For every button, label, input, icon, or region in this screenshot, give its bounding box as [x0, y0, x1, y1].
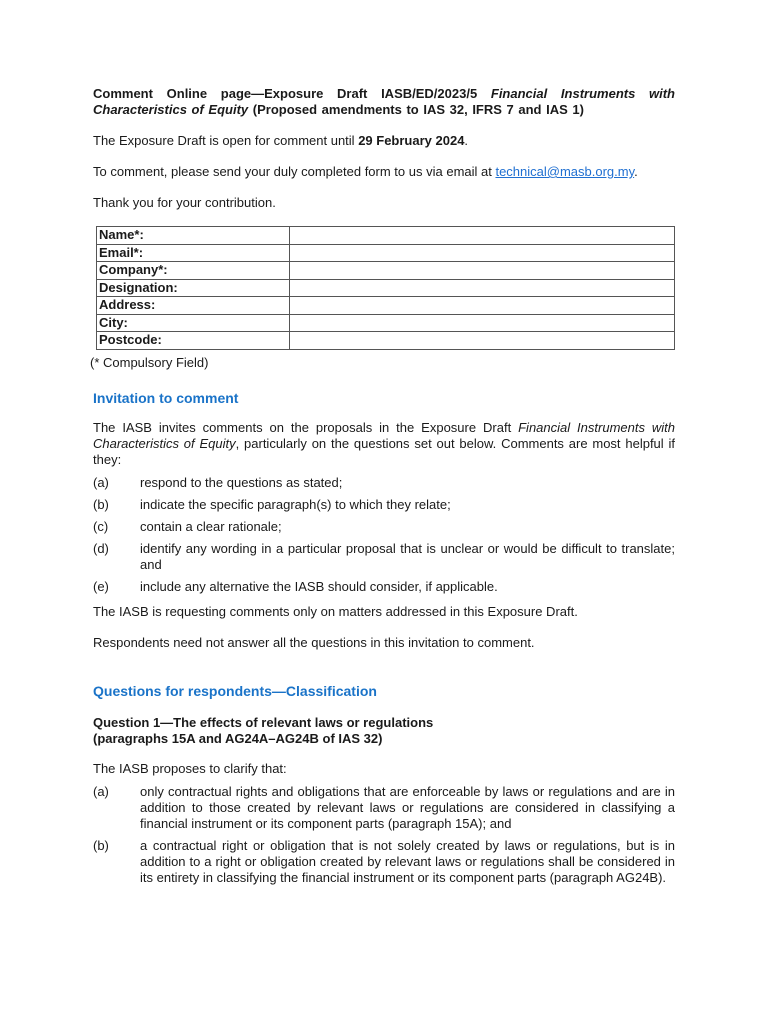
form-row-email: [97, 244, 675, 262]
list-item: [93, 838, 675, 886]
deadline-date: 29 February 2024: [358, 133, 465, 148]
form-row-name: [97, 227, 675, 245]
scope-note: The IASB is requesting comments only on matters addressed in this Exposure Draft.: [93, 603, 578, 619]
list-text: identify any wording in a particular proposal that is unclear or would be difficult to translate; and: [140, 540, 675, 572]
list-text: indicate the specific paragraph(s) to which they relate;: [140, 496, 451, 512]
thanks-paragraph: Thank you for your contribution.: [93, 195, 276, 210]
deadline-suffix: .: [464, 133, 469, 148]
question-1-title-line2: (paragraphs 15A and AG24A–AG24B of IAS 32): [93, 730, 383, 746]
field-label-email: Email*:: [97, 244, 290, 262]
field-label-postcode: Postcode:: [97, 332, 290, 350]
intro-italic-text: Financial Instruments with Characteristics of Equity: [93, 419, 676, 451]
list-item: [93, 541, 675, 573]
invitation-intro: [93, 420, 675, 468]
field-cell-company: [290, 262, 675, 280]
list-item: [93, 475, 675, 491]
email-field[interactable]: [290, 245, 674, 261]
list-marker: (b): [93, 837, 109, 853]
invitation-criteria-list: [93, 475, 675, 595]
deadline-prefix: The Exposure Draft is open for comment until: [93, 133, 359, 148]
name-field[interactable]: [290, 227, 674, 243]
list-marker: (a): [93, 474, 109, 490]
field-cell-designation: [290, 279, 675, 297]
field-label-name: Name*:: [97, 227, 290, 245]
question-1-list: [93, 784, 675, 886]
invitation-heading: Invitation to comment: [93, 389, 239, 406]
email-link[interactable]: technical@masb.org.my: [495, 164, 635, 179]
form-row-city: [97, 314, 675, 332]
city-field[interactable]: [290, 315, 674, 331]
intro-text-suffix: , particularly on the questions set out below. Comments are most helpful if they:: [93, 435, 675, 467]
list-marker: (b): [93, 496, 109, 512]
deadline-paragraph: [93, 133, 675, 149]
field-cell-postcode: [290, 332, 675, 350]
field-cell-address: [290, 297, 675, 315]
company-field[interactable]: [290, 262, 674, 278]
list-text: only contractual rights and obligations that are enforceable by laws or regulations and are in addition to those created by relevant laws or regulations are considered in classifying a financial instrument or its component parts (paragraph 15A); and: [140, 783, 675, 831]
list-text: a contractual right or obligation that is not solely created by laws or regulations, but is in addition to a right or obligation created by relevant laws or regulations shall be considered in its entirety in classifying the financial instrument or its component parts (paragraph AG24B).: [140, 837, 675, 885]
question-1-title: [93, 715, 675, 747]
title-text: Comment Online page—Exposure Draft IASB/ED/2023/5: [93, 86, 491, 101]
list-item: [93, 497, 675, 513]
intro-text: The IASB invites comments on the proposals in the Exposure Draft: [93, 419, 519, 435]
list-marker: (e): [93, 578, 109, 594]
field-cell-city: [290, 314, 675, 332]
list-marker: (d): [93, 540, 109, 556]
field-label-city: City:: [97, 314, 290, 332]
contact-form-table: [96, 226, 675, 350]
questions-heading: Questions for respondents—Classification: [93, 682, 377, 699]
contact-prefix: To comment, please send your duly completed form to us via email at: [93, 164, 496, 179]
contact-paragraph: [93, 164, 675, 180]
compulsory-field-note: (* Compulsory Field): [90, 354, 209, 370]
respondents-note: Respondents need not answer all the questions in this invitation to comment.: [93, 634, 535, 650]
list-marker: (c): [93, 518, 109, 534]
designation-field[interactable]: [290, 280, 674, 296]
list-marker: (a): [93, 783, 109, 799]
contact-suffix: .: [634, 164, 638, 179]
field-cell-email: [290, 244, 675, 262]
field-label-designation: Designation:: [97, 279, 290, 297]
form-row-designation: [97, 279, 675, 297]
field-label-address: Address:: [97, 297, 290, 315]
title-text-suffix: (Proposed amendments to IAS 32, IFRS 7 and IAS 1): [248, 102, 584, 117]
field-cell-name: [290, 227, 675, 245]
postcode-field[interactable]: [290, 332, 674, 348]
list-text: respond to the questions as stated;: [140, 474, 343, 490]
question-1-title-line1: Question 1—The effects of relevant laws or regulations: [93, 714, 434, 730]
question-1-intro: The IASB proposes to clarify that:: [93, 760, 287, 776]
address-field[interactable]: [290, 297, 674, 313]
list-text: include any alternative the IASB should consider, if applicable.: [140, 578, 498, 594]
document-title: [93, 86, 675, 118]
title-italic-text: Financial Instruments with Characteristics of Equity: [93, 86, 675, 117]
list-item: [93, 579, 675, 595]
list-item: [93, 519, 675, 535]
form-row-postcode: [97, 332, 675, 350]
field-label-company: Company*:: [97, 262, 290, 280]
form-row-company: [97, 262, 675, 280]
list-text: contain a clear rationale;: [140, 518, 282, 534]
list-item: [93, 784, 675, 832]
form-row-address: [97, 297, 675, 315]
document-page: [90, 86, 676, 892]
